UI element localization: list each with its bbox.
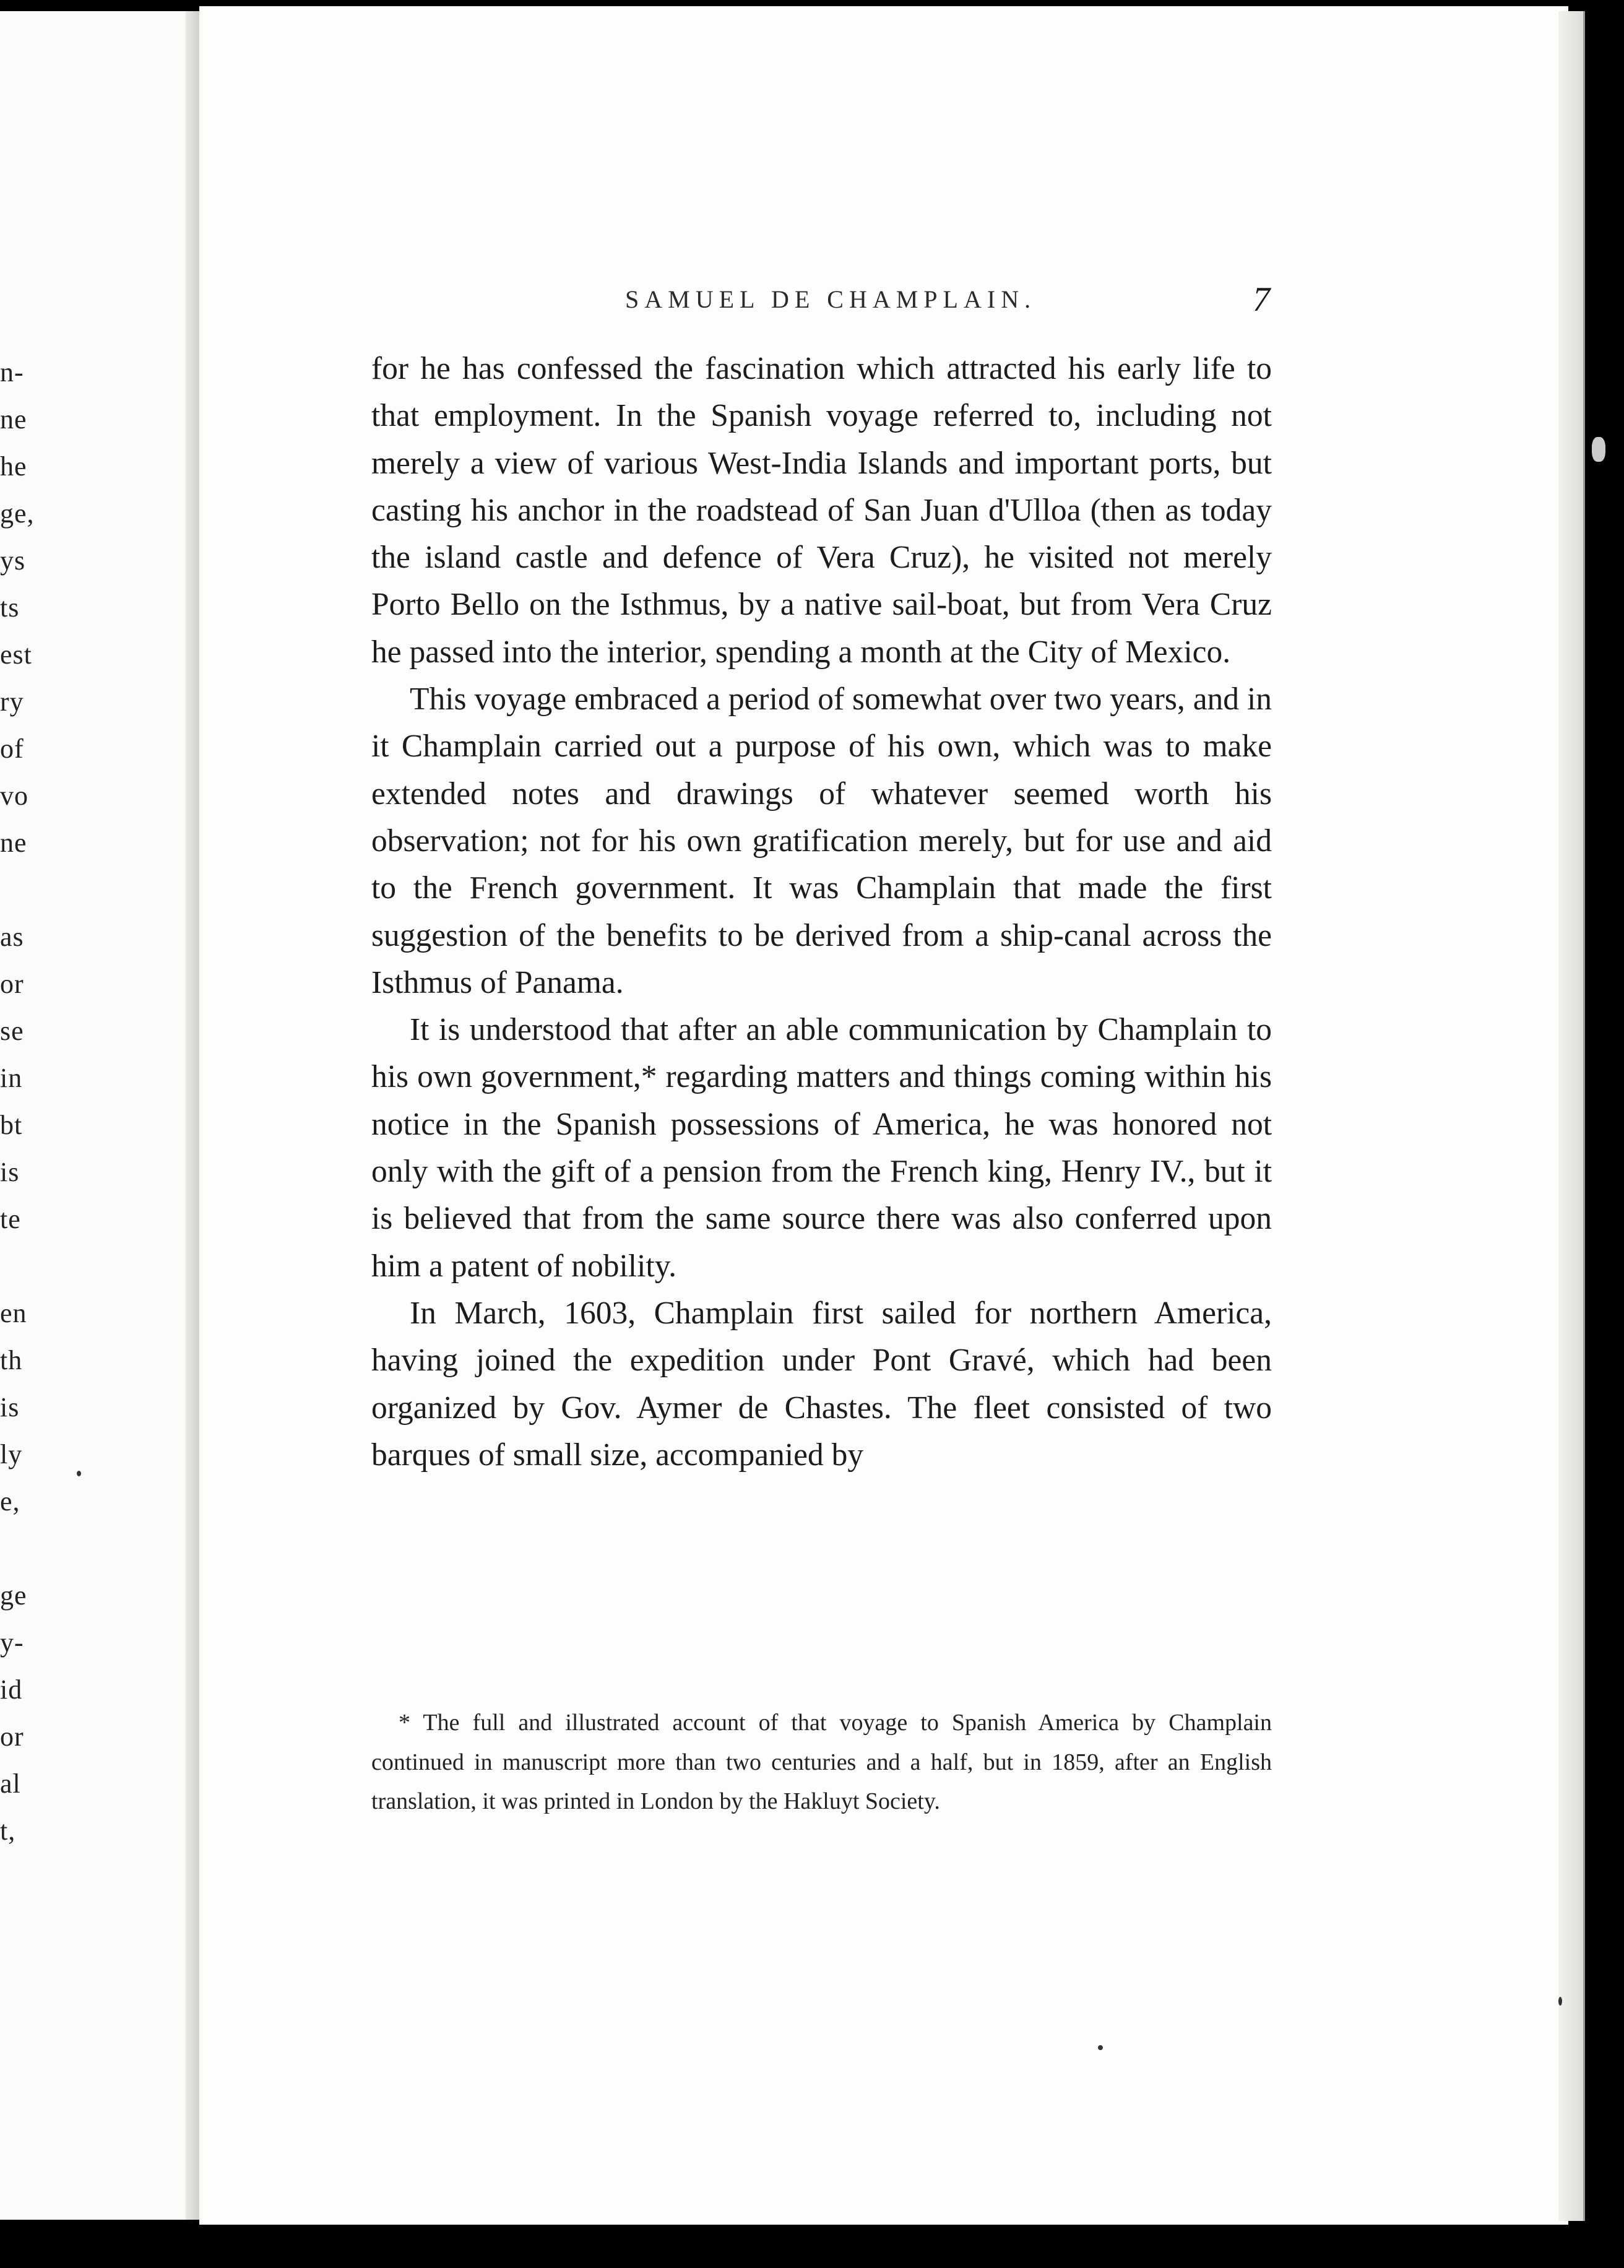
previous-page-fragment: t, — [0, 1816, 16, 1846]
paragraph: for he has confessed the fascination which attracted his early life to that employment. In the Spanish voyage referred to, including not merely a view of various West-India Islands and important ports, but casting his anchor in the roadstead of San Juan d'Ulloa (then as today the island castle and defence of Vera Cruz), he visited not merely Porto Bello on the Isthmus, by a native sail-boat, but from Vera Cruz he passed into the interior, spending a month at the City of Mexico. — [371, 351, 1272, 670]
previous-page-fragment: id — [0, 1674, 23, 1705]
previous-page-fragment: he — [0, 451, 27, 482]
previous-page-fragment: ge, — [0, 498, 35, 529]
previous-page-fragment: is — [0, 1157, 20, 1187]
previous-page-fragment: en — [0, 1298, 27, 1328]
previous-page-fragment: ry — [0, 686, 24, 717]
previous-page-fragment: ne — [0, 828, 27, 858]
previous-page-fragment: bt — [0, 1110, 23, 1140]
body-text — [371, 345, 1272, 1479]
footnote-text: * The full and illustrated account of that voyage to Spanish America by Champlain continued in manuscript more than two centuries and a half, but in 1859, after an English translation, it was printed in London by the Hakluyt Society. — [371, 1710, 1272, 1814]
previous-page-fragment: n- — [0, 357, 24, 387]
previous-page-fragment: se — [0, 1016, 24, 1046]
previous-page-fragment: y- — [0, 1627, 24, 1658]
paragraph: This voyage embraced a period of somewhat over two years, and in it Champlain carried out a purpose of his own, which was to make extended notes and drawings of whatever seemed worth his observation; not for his own gratification merely, but for use and aid to the French government. It was Champlain that made the first suggestion of the benefits to be derived from a ship-canal across the Isthmus of Panama. — [371, 682, 1272, 1000]
previous-page-fragment: ys — [0, 545, 26, 576]
previous-page-fragment: or — [0, 1721, 24, 1752]
previous-page-fragment: or — [0, 969, 24, 999]
previous-page-fragment: e, — [0, 1486, 20, 1517]
page-number: 7 — [1253, 280, 1270, 319]
paragraph: In March, 1603, Champlain first sailed for northern America, having joined the expedition under Pont Gravé, which had been organized by Gov. Aymer de Chastes. The fleet consisted of two barques of small size, accompanied by — [371, 1295, 1272, 1473]
previous-page-fragment: vo — [0, 781, 28, 811]
ink-speck — [1098, 2045, 1103, 2050]
previous-page-fragment: te — [0, 1204, 21, 1234]
previous-page-fragment: est — [0, 639, 32, 670]
edge-smudge — [1592, 437, 1605, 462]
previous-page-fragment: th — [0, 1345, 23, 1375]
ink-speck — [1558, 1997, 1562, 2006]
ink-speck — [77, 1471, 81, 1476]
footnote — [371, 1703, 1272, 1822]
previous-page-fragment: ly — [0, 1439, 23, 1469]
previous-page-fragment: ts — [0, 592, 20, 623]
page-fore-edge — [1558, 11, 1585, 2221]
previous-page-fragment: of — [0, 734, 24, 764]
previous-page-fragment: al — [0, 1768, 21, 1799]
previous-page-fragment: ne — [0, 404, 27, 435]
previous-page-fragment: is — [0, 1392, 20, 1422]
book-gutter — [186, 11, 199, 2220]
paragraph: It is understood that after an able communication by Champlain to his own government,* regarding matters and things coming within his notice in the Spanish possessions of America, he was honored not only with the gift of a pension from the French king, Henry IV., but it is believed that from the same source there was also conferred upon him a patent of nobility. — [371, 1012, 1272, 1284]
previous-page-fragment: ge — [0, 1580, 27, 1611]
running-head: SAMUEL DE CHAMPLAIN. — [625, 285, 1037, 313]
previous-page-fragment: in — [0, 1063, 23, 1093]
previous-page-fragment: as — [0, 922, 24, 952]
